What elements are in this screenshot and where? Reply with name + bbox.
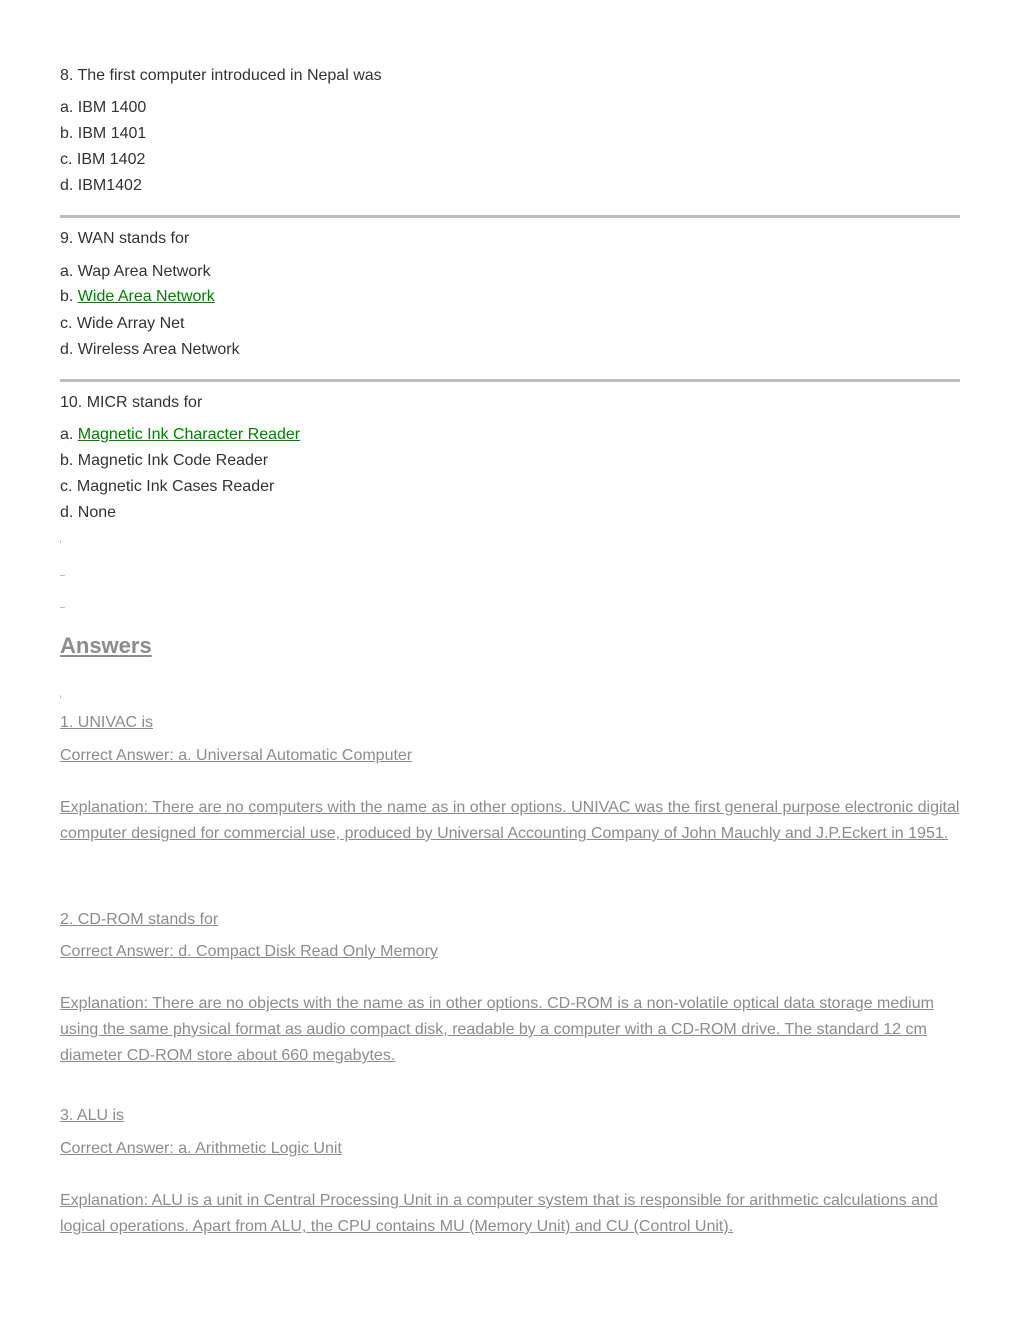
question-9-option-a: a. Wap Area Network (60, 263, 211, 280)
question-8-option-c: c. IBM 1402 (60, 151, 146, 168)
question-8-title: 8. The first computer introduced in Nepal was (60, 67, 382, 84)
question-9-option-d: d. Wireless Area Network (60, 341, 240, 358)
answer-3-explanation[interactable]: Explanation: ALU is a unit in Central Processing Unit in a computer system that is responsible for arithmetic calculations and logical operations. Apart from ALU, the CPU contains MU (Memory Unit) and CU (Control Unit). (60, 1192, 938, 1235)
stray-mark (60, 695, 61, 698)
question-10-option-d: d. None (60, 504, 117, 521)
question-divider (60, 215, 960, 218)
question-9-option-c: c. Wide Array Net (60, 315, 185, 332)
answer-2-question[interactable]: 2. CD-ROM stands for (60, 911, 219, 928)
stray-mark (60, 607, 65, 608)
question-10-option-c: c. Magnetic Ink Cases Reader (60, 478, 275, 495)
question-8-option-d: d. IBM1402 (60, 177, 142, 194)
correct-answer-link[interactable]: Magnetic Ink Character Reader (77, 426, 301, 443)
question-divider (60, 379, 960, 382)
answer-1-correct[interactable]: Correct Answer: a. Universal Automatic Computer (60, 747, 413, 764)
stray-mark (60, 575, 65, 576)
question-8-option-b: b. IBM 1401 (60, 125, 147, 142)
answer-2-correct[interactable]: Correct Answer: d. Compact Disk Read Only Memory (60, 943, 438, 960)
answer-1-question[interactable]: 1. UNIVAC is (60, 714, 154, 731)
question-10-option-a: a. Magnetic Ink Character Reader (60, 426, 301, 443)
question-10-title: 10. MICR stands for (60, 394, 203, 411)
answer-2-explanation[interactable]: Explanation: There are no objects with the name as in other options. CD-ROM is a non-volatile optical data storage medium using the same physical format as audio compact disk, readable by a computer with a CD-ROM drive. The standard 12 cm diameter CD-ROM store about 660 megabytes. (60, 995, 934, 1064)
correct-answer-link[interactable]: Wide Area Network (77, 288, 215, 305)
answer-1-explanation[interactable]: Explanation: There are no computers with the name as in other options. UNIVAC was the first general purpose electronic digital computer designed for commercial use, produced by Universal Accounting Company of John Mauchly and J.P.Eckert in 1951. (60, 799, 960, 842)
question-8-option-a: a. IBM 1400 (60, 99, 147, 116)
answer-3-question[interactable]: 3. ALU is (60, 1107, 125, 1124)
question-9-option-b: b. Wide Area Network (60, 288, 215, 305)
answers-heading: Answers (60, 633, 152, 658)
question-10-option-b: b. Magnetic Ink Code Reader (60, 452, 269, 469)
question-9-title: 9. WAN stands for (60, 230, 190, 247)
answer-3-correct[interactable]: Correct Answer: a. Arithmetic Logic Unit (60, 1140, 342, 1157)
stray-mark (60, 540, 61, 543)
